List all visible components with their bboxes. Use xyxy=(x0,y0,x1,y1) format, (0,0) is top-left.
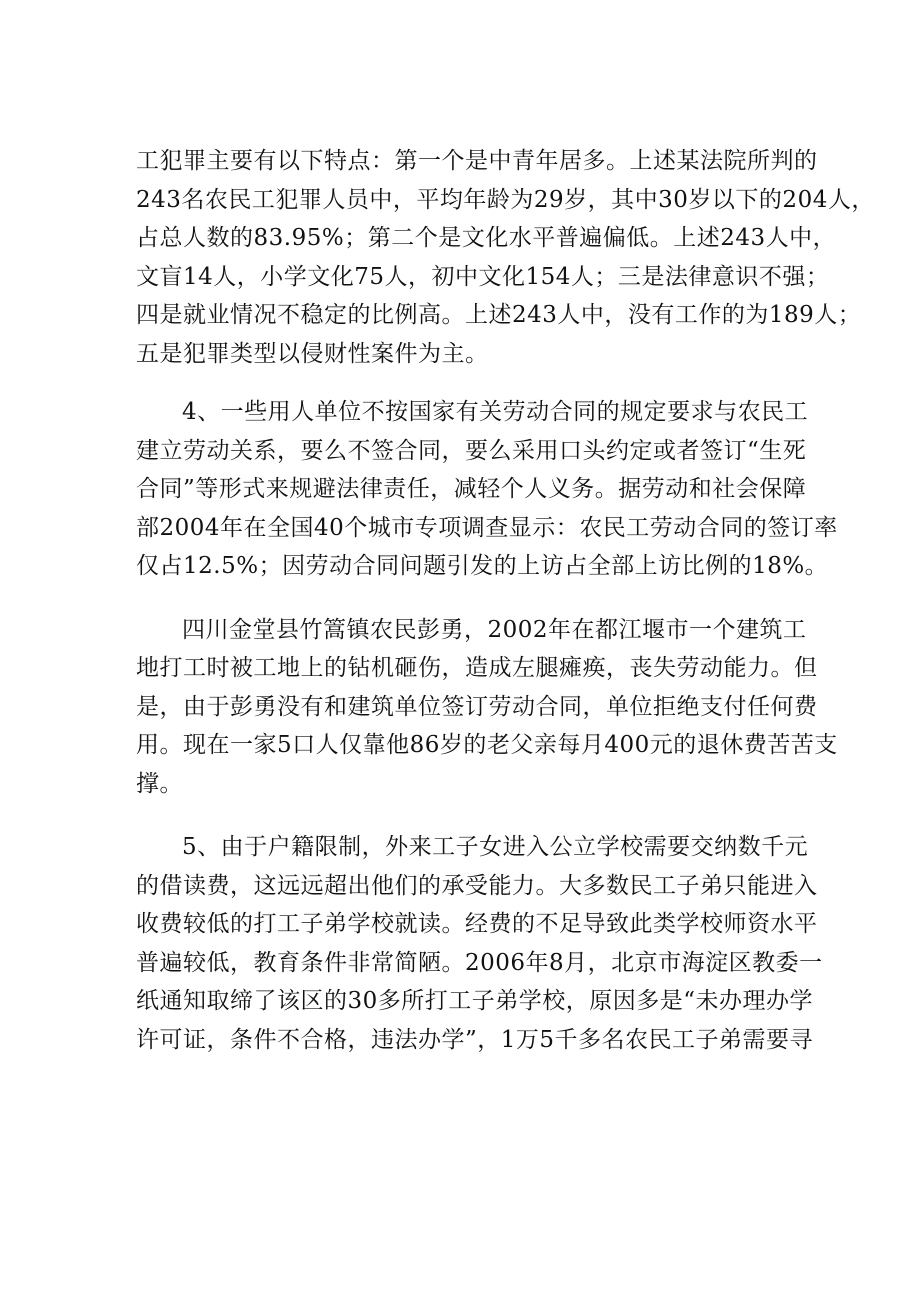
text-line: 243名农民工犯罪人员中，平均年龄为29岁，其中30岁以下的204人， xyxy=(136,186,875,213)
text-line: 5、由于户籍限制，外来工子女进入公立学校需要交纳数千元 xyxy=(182,834,809,860)
text-line: 地打工时被工地上的钻机砸伤，造成左腿瘫痪，丧失劳动能力。但 xyxy=(136,655,818,681)
text-line: 工犯罪主要有以下特点：第一个是中青年居多。上述某法院所判的 xyxy=(136,148,818,174)
text-line: 普遍较低，教育条件非常简陋。2006年8月，北京市海淀区教委一 xyxy=(136,949,823,976)
document-body xyxy=(136,142,875,1059)
text-line: 占总人数的83.95%；第二个是文化水平普遍偏低。上述243人中， xyxy=(136,225,837,251)
text-line: 仅占12.5%；因劳动合同问题引发的上访占全部上访比例的18%。 xyxy=(136,553,829,579)
text-line: 4、一些用人单位不按国家有关劳动合同的规定要求与农民工 xyxy=(182,399,809,425)
text-line: 纸通知取缔了该区的30多所打工子弟学校，原因多是“未办理办学 xyxy=(136,988,814,1014)
text-line: 合同”等形式来规避法律责任，减轻个人义务。据劳动和社会保障 xyxy=(136,476,807,502)
text-line: 四是就业情况不稳定的比例高。上述243人中，没有工作的为189人； xyxy=(136,302,862,328)
text-line: 用。现在一家5口人仅靠他86岁的老父亲每月400元的退休费苦苦支 xyxy=(136,732,838,758)
text-line: 五是犯罪类型以侵财性案件为主。 xyxy=(136,340,489,367)
paragraph-labor-contracts xyxy=(136,393,838,586)
text-line: 四川金堂县竹篙镇农民彭勇，2002年在都江堰市一个建筑工 xyxy=(182,616,807,643)
text-line: 文盲14人，小学文化75人，初中文化154人；三是法律意识不强； xyxy=(136,263,830,290)
paragraph-offender-characteristics xyxy=(136,142,875,373)
text-line: 部2004年在全国40个城市专项调查显示：农民工劳动合同的签订率 xyxy=(136,514,838,541)
paragraph-case-example xyxy=(136,611,838,804)
text-line: 建立劳动关系，要么不签合同，要么采用口头约定或者签订“生死 xyxy=(136,437,807,464)
text-line: 是，由于彭勇没有和建筑单位签订劳动合同，单位拒绝支付任何费 xyxy=(136,693,818,720)
paragraph-migrant-children-education xyxy=(136,828,823,1059)
text-line: 收费较低的打工子弟学校就读。经费的不足导致此类学校师资水平 xyxy=(136,911,818,937)
text-line: 许可证，条件不合格，违法办学”，1万5千多名农民工子弟需要寻 xyxy=(136,1026,814,1053)
text-line: 撑。 xyxy=(136,770,183,797)
text-line: 的借读费，这远远超出他们的承受能力。大多数民工子弟只能进入 xyxy=(136,872,818,899)
